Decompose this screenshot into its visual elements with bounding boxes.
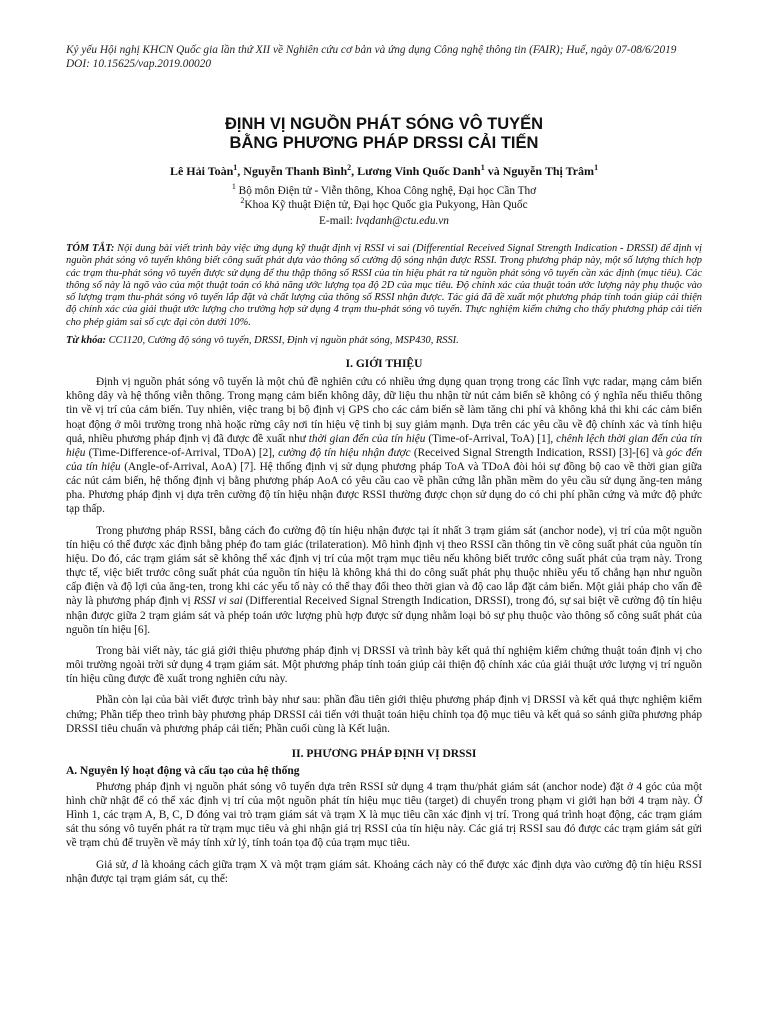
italic-term: RSSI vi sai xyxy=(193,595,243,608)
text-run: Giả sử, xyxy=(96,858,133,871)
italic-term: góc đến của tín hiệu xyxy=(66,446,702,474)
text-run: (Angle-of-Arrival, AoA) [7]. Hệ thống định vị sử dụng phương pháp ToA và TDoA đòi hỏi sự đồng bộ cao về thời gian giữa các nút cảm biến, hệ thống định vị bằng phương pháp AoA có yêu cầu cao về phần cứng lẫn phần mềm do yêu cầu sử dụng ăng-ten mảng pha. Phương pháp định vị dựa trên cường độ tín hiệu nhận được RSSI thường được chọn sử dụng do có chi phí phần cứng và mức độ phức tạp thấp. xyxy=(66,461,703,516)
text-run: (Time-of-Arrival, ToA) [1], xyxy=(425,432,557,445)
affiliation-text: Bộ môn Điện tử - Viễn thông, Khoa Công nghệ, Đại học Cần Thơ xyxy=(235,185,537,197)
section-heading-introduction: I. GIỚI THIỆU xyxy=(345,358,423,371)
title-line-2: BẰNG PHƯƠNG PHÁP DRSSI CẢI TIẾN xyxy=(229,134,539,152)
text-run: Trong phương pháp RSSI, bằng cách đo cường độ tín hiệu nhận được tại ít nhất 3 trạm giám sát (anchor node), vị trí của một nguồn tín hiệu có thể được xác định bằng phép đo tam giác (trilateration). Mô hình định vị theo RSSI cần thông tin về công suất phát của nguồn tín hiệu. Do đó, các trạm giám sát sẽ không thể xác định vị trí của một trạm mục tiêu nếu không biết trước công suất phát của trạm này. Trong thực tế, việc biết trước công suất phát của nguồn tín hiệu là không khả thi do công suất phát phụ thuộc nhiều yếu tố chẳng hạn như nguồn cấp điện và độ lợi của ăng-ten, trong khi các yếu tố này có thể thay đổi theo thời gian và độ cao lắp đặt cảm biến. Một giải pháp cho vấn đề này là phương pháp định vị xyxy=(66,524,702,608)
italic-term: chênh lệch thời gian đến của tín hiệu xyxy=(66,432,702,459)
affiliation-text: Khoa Kỹ thuật Điện tử, Đại học Quốc gia Pukyong, Hàn Quốc xyxy=(244,199,528,211)
text-run: (Received Signal Strength Indication, RSSI) [3]-[6] và xyxy=(410,446,667,459)
title-line-1: ĐỊNH VỊ NGUỒN PHÁT SÓNG VÔ TUYẾN xyxy=(224,115,544,133)
section-heading-drssi-method: II. PHƯƠNG PHÁP ĐỊNH VỊ DRSSI xyxy=(291,747,477,760)
affiliation-mark: 1 xyxy=(231,182,236,192)
subsection-heading-principle: A. Nguyên lý hoạt động và cấu tạo của hệ thống xyxy=(66,764,300,777)
author-list xyxy=(66,164,702,179)
keywords xyxy=(66,335,702,346)
author-name: , Lương Vinh Quốc Danh xyxy=(351,164,481,178)
contact-email xyxy=(66,215,702,227)
author-affiliation-mark: 2 xyxy=(347,163,352,172)
text-run: là khoảng cách giữa trạm X và một trạm giám sát. Khoảng cách này có thể được xác định dựa vào cường độ tín hiệu RSSI nhận được tại trạm giám sát, cụ thể: xyxy=(66,858,702,885)
author-name: , Nguyễn Thanh Bình xyxy=(237,164,348,178)
author-name: Lê Hải Toàn xyxy=(169,164,234,178)
author-name: và Nguyễn Thị Trâm xyxy=(484,164,595,178)
paragraph-2 xyxy=(66,524,702,637)
author-affiliation-mark: 1 xyxy=(233,163,238,172)
paragraph-5: Phương pháp định vị nguồn phát sóng vô tuyến dựa trên RSSI sử dụng 4 trạm thu/phát giám sát (anchor node) đặt ở 4 góc của một hình chữ nhật để có thể xác định vị trí của một nguồn phát tín hiệu mục tiêu (target) di chuyển trong phạm vi giới hạn bởi 4 trạm này. Ở Hình 1, các trạm A, B, C, D đóng vai trò trạm giám sát và trạm X là mục tiêu cần xác định vị trí. Trong quá trình hoạt động, các trạm giám sát thu sóng vô tuyến phát ra từ trạm mục tiêu và ghi nhận giá trị RSSI của tín hiệu này. Các giá trị RSSI sau đó được các trạm giám sát gửi về trạm chủ để truyền về máy tính xử lý, tính toán tọa độ của trạm mục tiêu. xyxy=(66,780,702,850)
text-run: Định vị nguồn phát sóng vô tuyến là một chủ đề nghiên cứu có nhiều ứng dụng quan trọng trong các lĩnh vực radar, mạng cảm biến không dây và hệ thống viễn thông. Trong mạng cảm biến không dây, dữ liệu thu nhận từ nút cảm biến sẽ không có ý nghĩa nếu thiếu thông tin về vị trí của cảm biến. Tuy nhiên, việc trang bị bộ định vị GPS cho các cảm biến sẽ làm tăng chi phí và không khả thi khi các cảm biến hoạt động ở môi trường trong nhà hoặc rừng cây nơi tín hiệu vệ tinh bị suy giảm mạnh. Dựa trên các yêu cầu về độ chính xác và tính hiệu quả, nhiều phương pháp định vị đã được đề xuất như xyxy=(66,376,702,445)
email-label: E-mail: xyxy=(319,215,356,227)
header-conference: Kỷ yếu Hội nghị KHCN Quốc gia lần thứ XII về Nghiên cứu cơ bản và ứng dụng Công nghệ thông tin (FAIR); Huế, ngày 07-08/6/2019 xyxy=(66,44,677,56)
text-run: (Time-Difference-of-Arrival, TDoA) [2], xyxy=(85,446,279,459)
paragraph-3: Trong bài viết này, tác giả giới thiệu phương pháp định vị DRSSI và trình bày kết quả thí nghiệm kiểm chứng thuật toán định vị cho môi trường ngoài trời sử dụng 4 trạm giám sát. Một phương pháp tính toán giúp cải thiện độ chính xác của giải thuật ước lượng vị trí nguồn tín hiệu cũng được đề xuất trong nghiên cứu này. xyxy=(66,644,702,686)
paper-title xyxy=(66,115,702,153)
abstract-text: Nội dung bài viết trình bày việc ứng dụng kỹ thuật định vị RSSI vi sai (Differential Received Signal Strength Indication - DRSSI) để định vị nguồn phát sóng vô tuyến không biết công suất phát dựa vào thông số cường độ sóng nhận được RSSI. Trong phương pháp này, một số lượng thích hợp các trạm thu-phát sóng vô tuyến được sử dụng để thu thập thông số RSSI của tín hiệu phát ra từ nguồn phát sóng vô tuyến cần xác định (mục tiêu). Các thông số này là ngõ vào của một thuật toán có khả năng ước lượng tọa độ 2D của mục tiêu. Độ chính xác của thuật toán ước lượng này phụ thuộc vào số lượng trạm thu-phát sóng vô tuyến lắp đặt và chất lượng của thông số RSSI nhận được. Tác giả đã đề xuất một phương pháp tính toán giúp cải thiện độ chính xác của giải thuật ước lượng cho trường hợp sử dụng 4 trạm thu-phát sóng vô tuyến. Thực nghiệm kiểm chứng cho thấy phương pháp cải tiến cho phép giảm sai số cực đại còn dưới 10%. xyxy=(66,243,702,328)
paper-page xyxy=(66,44,702,893)
paragraph-1 xyxy=(66,375,702,517)
affiliation-mark: 2 xyxy=(240,196,245,206)
italic-term: cường độ tín hiệu nhận được xyxy=(278,446,411,459)
italic-term: thời gian đến của tín hiệu xyxy=(308,432,426,445)
keywords-label: Từ khóa: xyxy=(66,335,106,347)
affiliation-2 xyxy=(66,198,702,212)
keywords-text: CC1120, Cường độ sóng vô tuyến, DRSSI, Định vị nguồn phát sóng, MSP430, RSSI. xyxy=(106,335,459,347)
running-header xyxy=(66,44,702,71)
text-run: (Differential Received Signal Strength Indication, DRSSI), trong đó, sự sai biệt về cường độ tín hiệu nhận được giữa 2 trạm giám sát và phép toán ước lượng phù hợp được sử dụng nhằm loại bỏ sự phụ thuộc vào thông số công suất phát của nguồn tín hiệu [6]. xyxy=(66,595,702,636)
email-address: lvqdanh@ctu.edu.vn xyxy=(355,215,449,227)
affiliation-1 xyxy=(66,184,702,198)
author-affiliation-mark: 1 xyxy=(480,163,485,172)
italic-variable: d xyxy=(132,858,138,871)
paragraph-4: Phần còn lại của bài viết được trình bày như sau: phần đầu tiên giới thiệu phương pháp định vị DRSSI và kết quả thực nghiệm kiểm chứng; Phần tiếp theo trình bày phương pháp DRSSI cải tiến với thuật toán hiệu chỉnh tọa độ mục tiêu và kết quả so sánh giữa phương pháp DRSSI tiêu chuẩn và phương pháp cải tiến; Phần cuối cùng là Kết luận. xyxy=(66,694,702,735)
abstract-label: TÓM TẮT: xyxy=(66,243,115,254)
author-affiliation-mark: 1 xyxy=(594,163,599,172)
abstract xyxy=(66,243,702,329)
paragraph-6 xyxy=(66,858,702,886)
header-doi: DOI: 10.15625/vap.2019.00020 xyxy=(66,57,211,70)
